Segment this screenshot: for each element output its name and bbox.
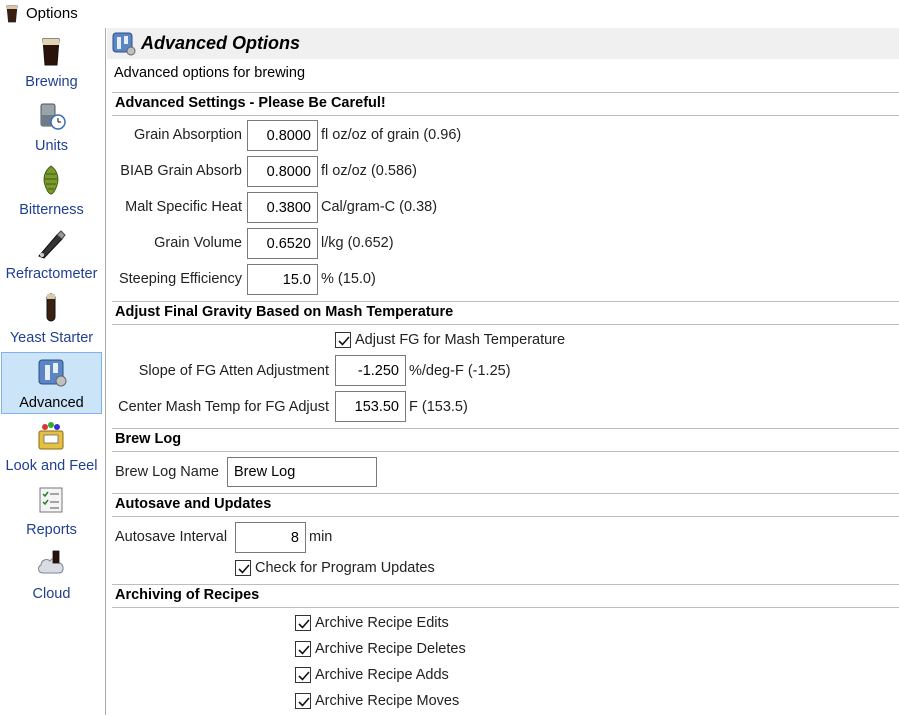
advanced-tools-icon: [36, 358, 68, 388]
checkbox-label: Archive Recipe Adds: [315, 667, 449, 683]
sidebar-item-brewing[interactable]: [1, 32, 102, 94]
checkbox-box[interactable]: [295, 693, 311, 709]
window-title: Options: [26, 5, 78, 22]
section-advanced-settings: [112, 92, 899, 116]
hop-icon: [35, 165, 67, 195]
fg-slope-label: Slope of FG Atten Adjustment: [138, 363, 329, 379]
check-mark-icon: [237, 562, 251, 576]
check-mark-icon: [297, 669, 311, 683]
section-divider: [112, 493, 899, 494]
grain-absorption-input[interactable]: [247, 120, 318, 151]
check-mark-icon: [297, 617, 311, 631]
archive-edits-checkbox[interactable]: [295, 613, 449, 633]
sidebar-item-label: Refractometer: [5, 266, 98, 282]
paint-palette-icon: [35, 421, 67, 451]
checkbox-box[interactable]: [335, 332, 351, 348]
fg-slope-unit: %/deg-F (-1.25): [409, 363, 511, 379]
refractometer-icon: [35, 229, 67, 259]
archive-moves-checkbox[interactable]: [295, 691, 459, 711]
center-mash-temp-input[interactable]: [335, 391, 406, 422]
section-fg-adjust: [112, 301, 899, 325]
center-mash-temp-unit: F (153.5): [409, 399, 468, 415]
steeping-efficiency-unit: % (15.0): [321, 271, 376, 287]
checkbox-label: Archive Recipe Deletes: [315, 641, 466, 657]
checkbox-label: Check for Program Updates: [255, 560, 435, 576]
check-mark-icon: [297, 695, 311, 709]
sidebar-item-label: Reports: [26, 522, 77, 538]
malt-specific-heat-input[interactable]: [247, 192, 318, 223]
report-checklist-icon: [35, 485, 67, 515]
steeping-efficiency-label: Steeping Efficiency: [118, 271, 242, 287]
sidebar-item-refractometer[interactable]: [1, 224, 102, 286]
center-mash-temp-label: Center Mash Temp for FG Adjust: [118, 399, 329, 415]
section-brew-log: [112, 428, 899, 452]
options-content: [107, 28, 899, 715]
sidebar-item-advanced[interactable]: [1, 352, 102, 414]
section-title: Brew Log: [115, 431, 182, 447]
malt-specific-heat-unit: Cal/gram-C (0.38): [321, 199, 438, 215]
grain-volume-unit: l/kg (0.652): [321, 235, 394, 251]
check-mark-icon: [297, 643, 311, 657]
section-title: Archiving of Recipes: [115, 587, 260, 603]
archive-adds-checkbox[interactable]: [295, 665, 449, 685]
test-tube-icon: [35, 293, 67, 323]
section-title: Adjust Final Gravity Based on Mash Temperature: [115, 304, 454, 320]
brew-log-name-label: Brew Log Name: [115, 464, 219, 480]
section-title: Autosave and Updates: [115, 496, 272, 512]
page-header: [107, 28, 899, 59]
sidebar-item-label: Advanced: [19, 395, 84, 411]
beaker-clock-icon: [35, 101, 67, 131]
checkbox-box[interactable]: [295, 615, 311, 631]
sidebar-item-yeast-starter[interactable]: [1, 288, 102, 350]
section-autosave: [112, 493, 899, 517]
options-sidebar: [0, 28, 106, 715]
page-description: Advanced options for brewing: [114, 65, 306, 81]
section-title: Advanced Settings - Please Be Careful!: [115, 95, 386, 111]
advanced-tools-icon: [112, 32, 136, 56]
checkbox-box[interactable]: [295, 641, 311, 657]
fg-slope-input[interactable]: [335, 355, 406, 386]
page-title: Advanced Options: [141, 33, 301, 53]
sidebar-item-units[interactable]: [1, 96, 102, 158]
autosave-interval-input[interactable]: [235, 522, 306, 553]
section-archiving: [112, 584, 899, 608]
biab-grain-absorb-label: BIAB Grain Absorb: [120, 163, 242, 179]
archive-deletes-checkbox[interactable]: [295, 639, 466, 659]
sidebar-item-bitterness[interactable]: [1, 160, 102, 222]
sidebar-item-label: Bitterness: [19, 202, 84, 218]
sidebar-item-look-and-feel[interactable]: [1, 416, 102, 478]
cloud-icon: [35, 549, 67, 579]
title-bar: [0, 0, 899, 28]
autosave-interval-label: Autosave Interval: [115, 529, 228, 545]
adjust-fg-checkbox[interactable]: [335, 330, 565, 350]
section-divider: [112, 92, 899, 93]
steeping-efficiency-input[interactable]: [247, 264, 318, 295]
section-divider: [112, 584, 899, 585]
checkbox-label: Archive Recipe Edits: [315, 615, 449, 631]
brew-log-name-input[interactable]: [227, 457, 377, 487]
checkbox-label: Archive Recipe Moves: [315, 693, 460, 709]
pint-glass-icon: [35, 37, 67, 67]
checkbox-box[interactable]: [235, 560, 251, 576]
check-updates-checkbox[interactable]: [235, 558, 435, 578]
biab-grain-absorb-unit: fl oz/oz (0.586): [321, 163, 417, 179]
grain-volume-label: Grain Volume: [154, 235, 242, 251]
sidebar-item-label: Units: [34, 138, 69, 154]
biab-grain-absorb-input[interactable]: [247, 156, 318, 187]
section-divider: [112, 301, 899, 302]
sidebar-item-cloud[interactable]: [1, 544, 102, 606]
sidebar-item-label: Look and Feel: [5, 458, 98, 474]
check-mark-icon: [337, 334, 351, 348]
grain-absorption-label: Grain Absorption: [133, 127, 242, 143]
grain-volume-input[interactable]: [247, 228, 318, 259]
malt-specific-heat-label: Malt Specific Heat: [125, 199, 242, 215]
pint-glass-icon: [6, 5, 18, 23]
section-divider: [112, 428, 899, 429]
sidebar-item-label: Yeast Starter: [9, 330, 94, 346]
sidebar-item-label: Cloud: [32, 586, 71, 602]
grain-absorption-unit: fl oz/oz of grain (0.96): [321, 127, 462, 143]
checkbox-box[interactable]: [295, 667, 311, 683]
checkbox-label: Adjust FG for Mash Temperature: [355, 332, 566, 348]
autosave-interval-unit: min: [309, 529, 333, 545]
sidebar-item-reports[interactable]: [1, 480, 102, 542]
sidebar-item-label: Brewing: [25, 74, 78, 90]
